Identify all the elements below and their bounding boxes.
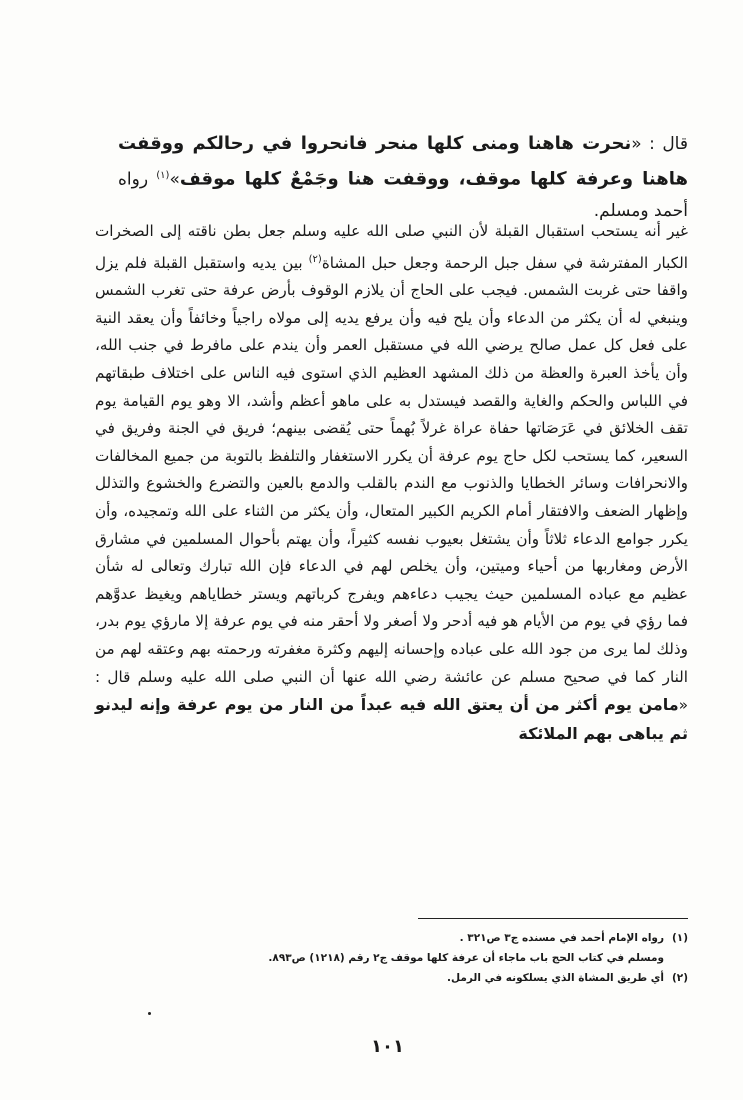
hadith-quote-2: مامن يوم أكثر من أن يعتق الله فيه عبداً من النار من يوم عرفة وإنه ليدنو ثم يباهى بهم الملائكة	[95, 695, 688, 743]
footnote-text: رواه الإمام أحمد في مسنده ج٣ ص٣٢١ .	[459, 932, 664, 944]
hadith-quote: نحرت هاهنا ومنى كلها منحر فانحروا في رحالكم ووقفت هاهنا وعرفة كلها موقف، ووقفت هنا وجَمْعٌ كلها موقف	[118, 133, 689, 190]
page-number: ١٠١	[371, 1036, 404, 1057]
footnote-ref-2: (٢)	[308, 253, 322, 265]
body-text-main: بين يديه واستقبل القبلة فلم يزل واقفا حتى غربت الشمس. فيجب على الحاج أن يلازم الوقوف بأرض عرفة حتى تغرب الشمس وينبغي له أن يكثر من الدعاء وأن يلح فيه وأن يرفع يديه إلى مولاه راجياً وخائفاً وأن يعقد النية على فعل كل عمل صالح يرضي الله في مستقبل العمر وأن يندم على مافرط في جنب الله، وأن يأخذ العبرة والعظة من ذلك المشهد العظيم الذي استوى فيه الناس على اختلاف طبقاتهم في اللباس والحكم والغاية والقصد فيستدل به على ماهو أعظم وأشد، الا وهو يوم القيامة يوم تقف الخلائق في عَرَصَاتها حفاة عراة غرلاً بُهماً حتى يُقضى بينهم؛ فريق في الجنة وفريق في السعير، كما يستحب لكل حاج يوم عرفة أن يكرر الاستغفار والتلفظ بالتوبة من جميع المخالفات والانحرافات وسائر الخطايا والذنوب مع الندم بالقلب والدمع بالعين والتضرع والخشوع والتذلل وإظهار الضعف والافتقار أمام الكريم الكبير المتعال، وأن يكثر من الثناء على الله وتمجيده، وأن يكرر جوامع الدعاء ثلاثاً وأن يشتغل بعيوب نفسه كثيراً، وأن يهتم بأحوال المسلمين في مشارق الأرض ومغاربها من أحياء وميتين، وأن يخلص لهم في الدعاء فإن الله تبارك وتعالى له شأن عظيم مع عباده المسلمين حيث يجيب دعاءهم ويفرج كرباتهم ويستر خطاياهم ويغيظ عدوَّهم فما رؤي في يوم من الأيام هو فيه أدحر ولا أصغر ولا أحقر منه في يوم عرفة إلا مارؤي يوم بدر، وذلك لما يرى من جود الله على عباده وإحسانه إليهم وكثرة مغفرته ورحمته بهم وعتقه لهم من النار كما في صحيح مسلم عن عائشة رضي الله عنها أن النبي صلى الله عليه وسلم قال : «	[95, 253, 688, 715]
body-text-start: غير أنه يستحب استقبال القبلة لأن النبي صلى الله عليه وسلم جعل بطن ناقته إلى الصخرات الكبار المفترشة في سفل جبل الرحمة وجعل حبل المشاة	[95, 222, 688, 272]
footnote-divider	[418, 918, 688, 919]
intro-paragraph	[118, 128, 688, 227]
footnote-text: أي طريق المشاة الذي يسلكونه في الرمل.	[447, 972, 664, 984]
footnotes	[195, 928, 688, 988]
footnote-number: (١)	[671, 932, 688, 944]
footnote-item	[195, 968, 688, 988]
footnote-ref-1: (١)	[156, 170, 170, 181]
footnote-item	[195, 928, 688, 948]
intro-tail: رواه أحمد ومسلم.	[118, 169, 688, 221]
footnote-text: ومسلم في كتاب الحج باب ماجاء أن عرفة كلها موقف ج٢ رقم (١٢١٨) ص٨٩٣.	[268, 952, 664, 964]
footnote-number: (٢)	[671, 972, 688, 984]
body-paragraph	[95, 218, 688, 748]
print-speck	[148, 1012, 151, 1015]
intro-lead: قال : «	[631, 134, 688, 154]
quote-close: »	[169, 169, 180, 190]
footnote-item	[195, 948, 688, 968]
